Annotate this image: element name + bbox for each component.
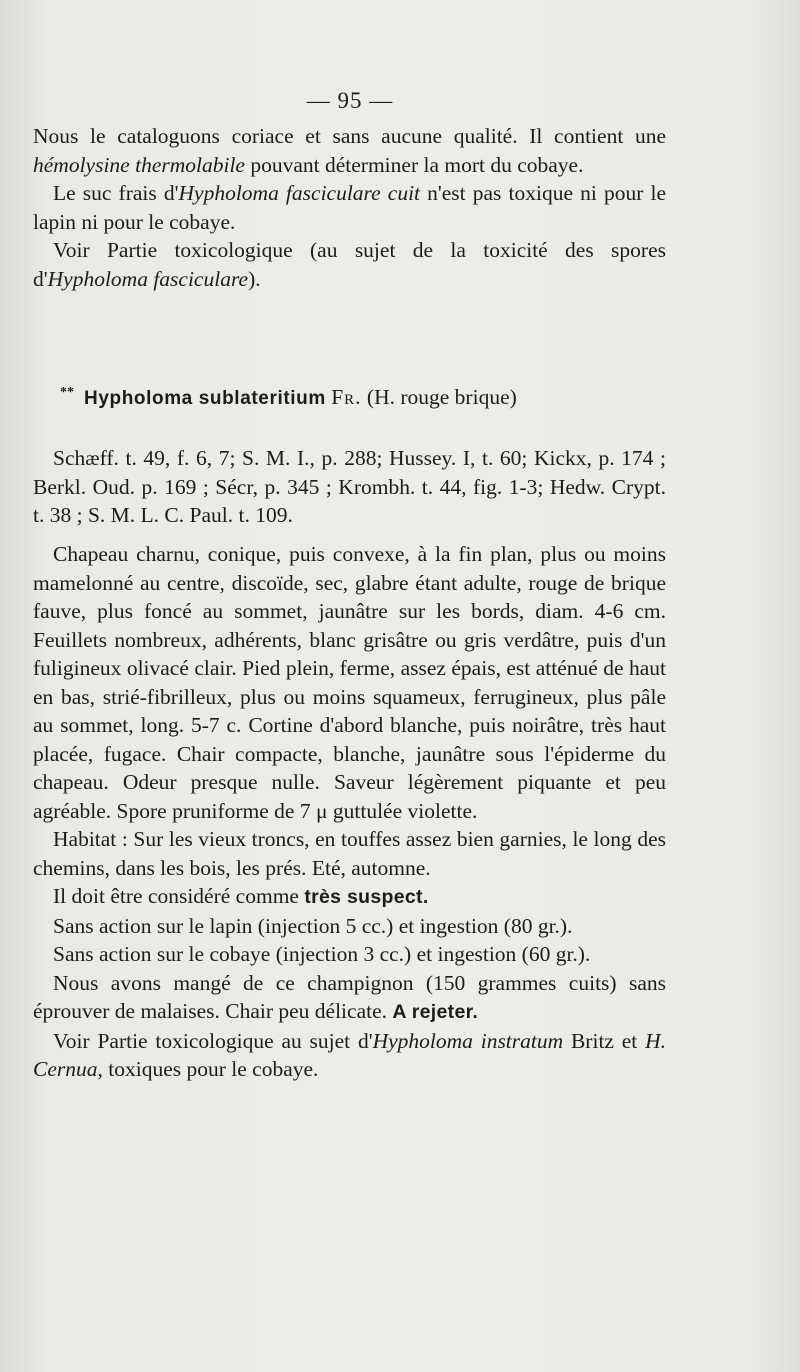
rating-stars: ** [60, 385, 74, 400]
species-author: Fr. [331, 385, 362, 410]
habitat-paragraph: Habitat : Sur les vieux troncs, en touffes assez bien garnies, le long des chemins, dans les bois, les prés. Eté, automne. [33, 827, 666, 880]
references-section [33, 444, 666, 530]
lapin-paragraph: Sans action sur le lapin (injection 5 cc.) et ingestion (80 gr.). [53, 913, 573, 938]
cobaye-paragraph: Sans action sur le cobaye (injection 3 cc.) et ingestion (60 gr.). [53, 942, 591, 966]
species-common-name: (H. rouge brique) [366, 385, 517, 410]
description-section [33, 540, 666, 1084]
voir-toxicologique-paragraph: Voir Partie toxicologique au sujet d'Hypholoma instratum Britz et H. Cernua, toxiques pour le cobaye. [33, 1028, 666, 1081]
description-paragraph: Chapeau charnu, conique, puis convexe, à la fin plan, plus ou moins mamelonné au centre, discoïde, sec, glabre étant adulte, rouge de brique fauve, plus foncé au sommet, jaunâtre sur les bords, diam. 4-6 cm. Feuillets nombreux, adhérents, blanc grisâtre ou gris verdâtre, puis d'un fuligineux olivacé clair. Pied plein, ferme, assez épais, est atténué de haut en bas, strié-fibrilleux, plus ou moins squameux, ferrugineux, plus pâle au sommet, long. 5-7 c. Cortine d'abord blanche, puis noirâtre, très haut placée, fugace. Chair compacte, blanche, jaunâtre sous l'épiderme du chapeau. Odeur presque nulle. Saveur légèrement piquante et peu agréable. Spore pruniforme de 7 μ guttulée violette. [33, 542, 666, 823]
suspect-paragraph: Il doit être considéré comme très suspect. [53, 884, 429, 908]
eaten-paragraph: Nous avons mangé de ce champignon (150 grammes cuits) sans éprouver de malaises. Chair peu délicate. A rejeter. [33, 970, 666, 1023]
species-heading [60, 378, 700, 414]
paragraph-voir-partie: Voir Partie toxicologique (au sujet de la toxicité des spores d'Hypholoma fasciculare). [33, 238, 666, 291]
references-text: Schæff. t. 49, f. 6, 7; S. M. I., p. 288; Hussey. I, t. 60; Kickx, p. 174 ; Berkl. Oud. p. 169 ; Sécr, p. 345 ; Krombh. t. 44, fig. 1-3; Hedw. Crypt. t. 38 ; S. M. L. C. Paul. t. 109. [33, 446, 666, 527]
paragraph-hemolysine: Nous le cataloguons coriace et sans aucune qualité. Il contient une hémolysine thermolabile pouvant déterminer la mort du cobaye. [33, 124, 666, 177]
paragraph-suc-frais: Le suc frais d'Hypholoma fasciculare cuit n'est pas toxique ni pour le lapin ni pour le cobaye. [33, 181, 666, 234]
species-name: Hypholoma sublateritium [84, 388, 326, 410]
intro-section [33, 122, 666, 293]
page-number: — 95 — [306, 88, 394, 113]
